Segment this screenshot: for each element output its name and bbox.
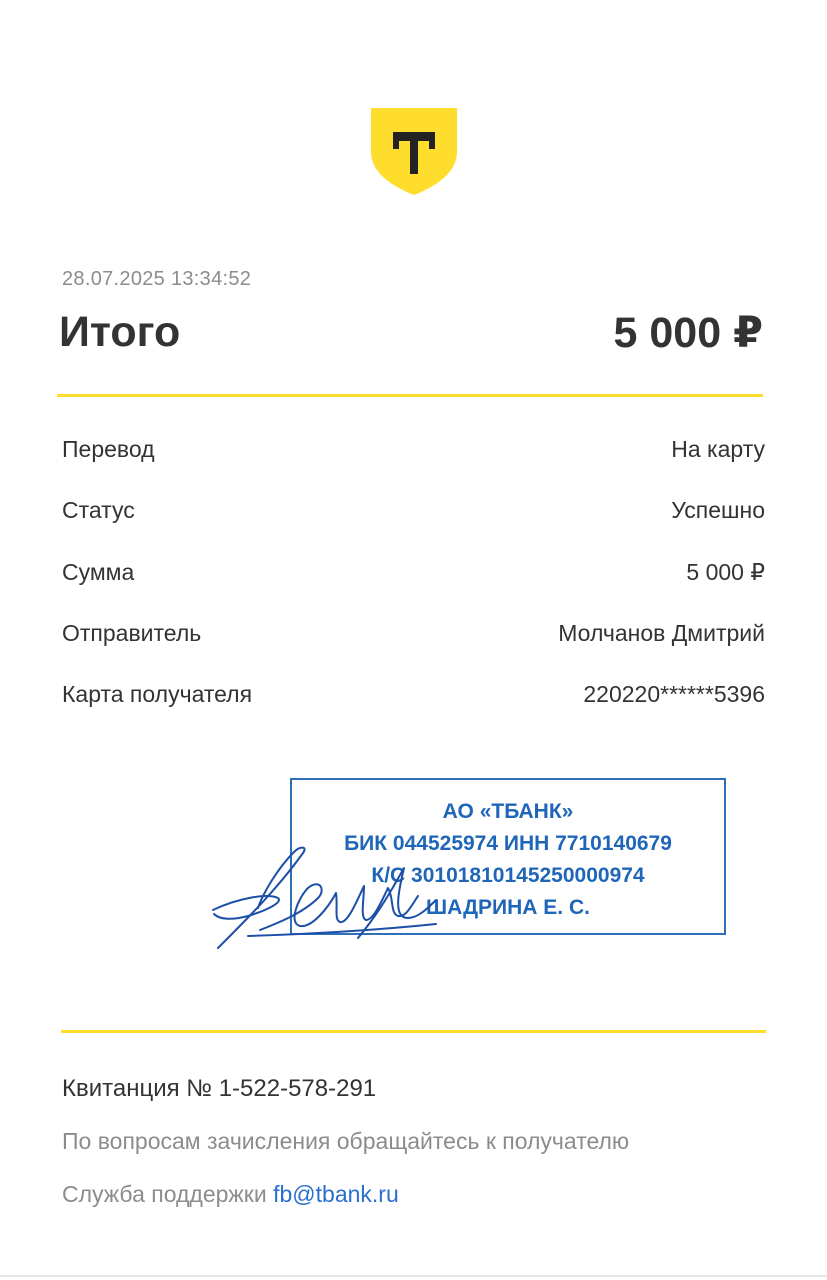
handwritten-signature — [208, 838, 438, 954]
support-email-link[interactable]: fb@tbank.ru — [273, 1181, 399, 1207]
detail-row-sender — [62, 616, 765, 650]
receipt-datetime: 28.07.2025 13:34:52 — [62, 268, 252, 290]
detail-value: Успешно — [671, 496, 765, 523]
page-bottom-edge — [0, 1275, 827, 1277]
detail-label: Статус — [62, 496, 135, 523]
detail-row-amount — [62, 555, 765, 589]
contact-note: По вопросам зачисления обращайтесь к получателю — [62, 1128, 630, 1154]
detail-row-status — [62, 493, 765, 527]
detail-label: Перевод — [62, 435, 155, 462]
detail-value: 220220******5396 — [583, 680, 765, 707]
stamp-bank-name: АО «ТБАНК» — [442, 800, 574, 823]
stamp-bik-inn: БИК 044525974 ИНН 7710140679 — [344, 832, 672, 855]
detail-row-recipient-card — [62, 677, 765, 711]
detail-value: 5 000 ₽ — [686, 558, 765, 585]
detail-row-transfer — [62, 432, 765, 466]
detail-value: Молчанов Дмитрий — [558, 619, 765, 646]
total-label: Итого — [59, 308, 181, 356]
detail-label: Сумма — [62, 558, 135, 585]
tbank-shield-logo-icon — [371, 108, 457, 196]
support-line — [62, 1181, 399, 1208]
stamp-signatory: ШАДРИНА Е. С. — [426, 896, 590, 919]
total-amount: 5 000 ₽ — [613, 309, 763, 357]
bottom-divider — [61, 1030, 766, 1033]
receipt-number: Квитанция № 1-522-578-291 — [62, 1075, 377, 1102]
detail-value: На карту — [671, 435, 765, 462]
detail-label: Отправитель — [62, 619, 202, 646]
top-divider — [57, 394, 763, 397]
stamp-corr-account: К/С 30101810145250000974 — [371, 864, 645, 887]
support-label: Служба поддержки — [62, 1181, 274, 1207]
detail-label: Карта получателя — [62, 680, 253, 707]
